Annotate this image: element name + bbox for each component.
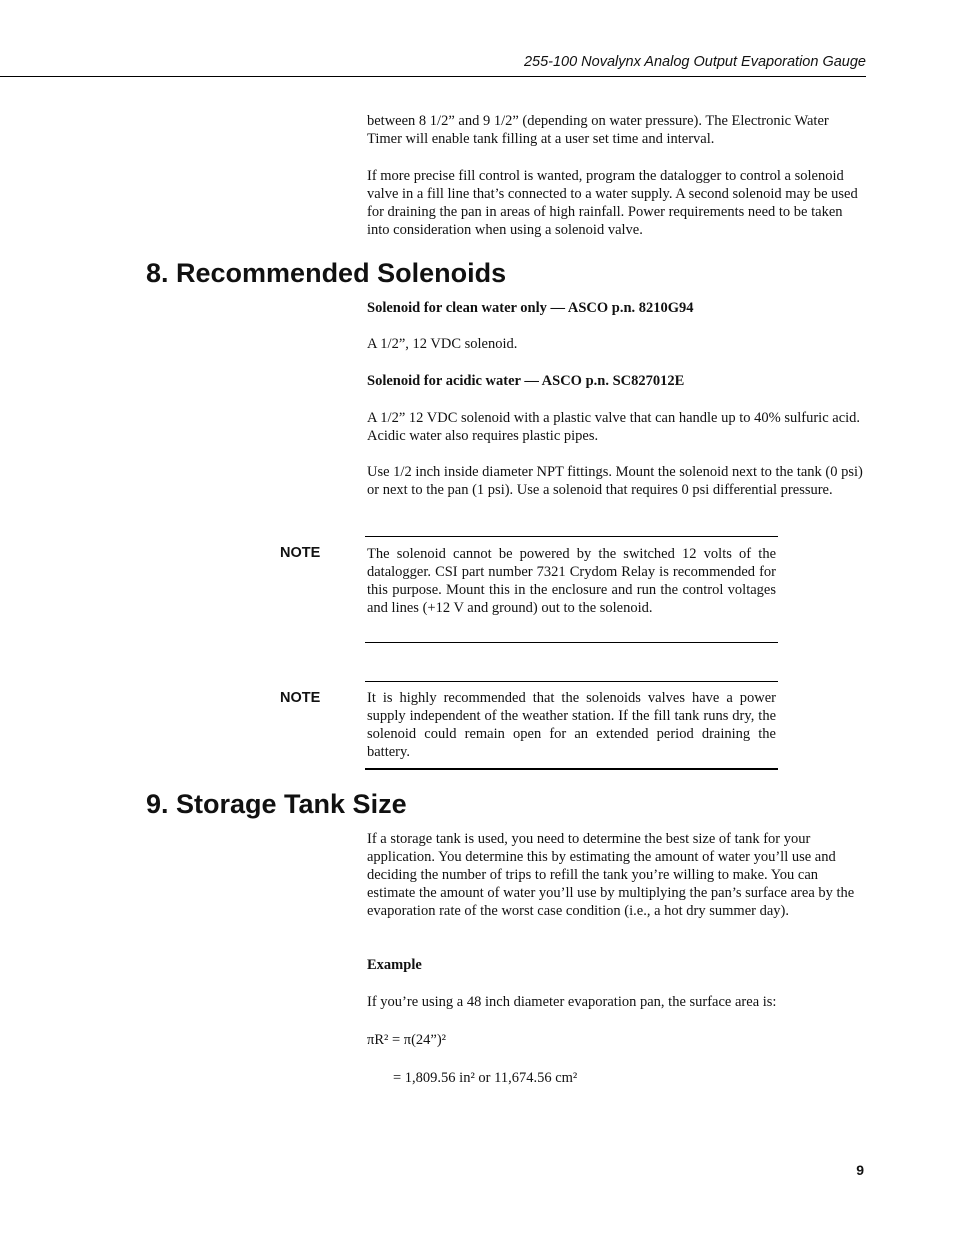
note-2-text: It is highly recommended that the solenoids valves have a power supply independent of the weather station. If the fill tank runs dry, the solenoid could remain open for an extended period draining the battery. <box>367 690 776 760</box>
example-paragraph: If you’re using a 48 inch diameter evaporation pan, the surface area is: <box>367 994 777 1010</box>
page-number: 9 <box>856 1162 864 1178</box>
intro-paragraph-1: between 8 1/2” and 9 1/2” (depending on water pressure). The Electronic Water Timer will enable tank filling at a user set time and interval. <box>367 113 829 147</box>
note-2-label: NOTE <box>280 690 321 706</box>
note-2-top-rule <box>365 681 778 682</box>
fittings-paragraph: Use 1/2 inch inside diameter NPT fittings. Mount the solenoid next to the tank (0 psi) or next to the pan (1 psi). Use a solenoid that requires 0 psi differential pressure. <box>367 464 863 498</box>
area-result: = 1,809.56 in² or 11,674.56 cm² <box>393 1070 578 1086</box>
running-header: 255-100 Novalynx Analog Output Evaporation Gauge <box>523 54 866 70</box>
note-1-top-rule <box>365 536 778 537</box>
header-rule <box>0 76 866 77</box>
note-1-label: NOTE <box>280 545 321 561</box>
note-1-text: The solenoid cannot be powered by the switched 12 volts of the datalogger. CSI part number 7321 Crydom Relay is recommended for this purpose. Mount this in the enclosure and run the control voltages and lines (+12 V and ground) out to the solenoid. <box>367 546 776 616</box>
section-8-heading: 8. Recommended Solenoids <box>146 258 507 288</box>
acidic-water-solenoid-description: A 1/2” 12 VDC solenoid with a plastic valve that can handle up to 40% sulfuric acid. Acidic water also requires plastic pipes. <box>367 410 861 444</box>
clean-water-solenoid-subheading: Solenoid for clean water only — ASCO p.n. 8210G94 <box>367 300 694 316</box>
clean-water-solenoid-description: A 1/2”, 12 VDC solenoid. <box>367 336 518 352</box>
storage-tank-paragraph: If a storage tank is used, you need to determine the best size of tank for your application. You determine this by estimating the amount of water you’ll use and deciding the number of trips to refill the tank you’re willing to make. You can estimate the amount of water you’ll use by multiplying the pan’s surface area by the evaporation rate of the worst case condition (i.e., a hot dry summer day). <box>367 831 855 919</box>
area-formula: πR² = π(24”)² <box>367 1032 447 1048</box>
acidic-water-solenoid-subheading: Solenoid for acidic water — ASCO p.n. SC827012E <box>367 373 685 389</box>
section-9-heading: 9. Storage Tank Size <box>146 789 407 819</box>
example-heading: Example <box>367 957 422 973</box>
note-1-bottom-rule <box>365 642 778 643</box>
note-2-bottom-rule <box>365 768 778 770</box>
intro-paragraph-2: If more precise fill control is wanted, program the datalogger to control a solenoid valve in a fill line that’s connected to a water supply. A second solenoid may be used for draining the pan in areas of high rainfall. Power requirements need to be taken into consideration when using a solenoid valve. <box>367 168 858 238</box>
